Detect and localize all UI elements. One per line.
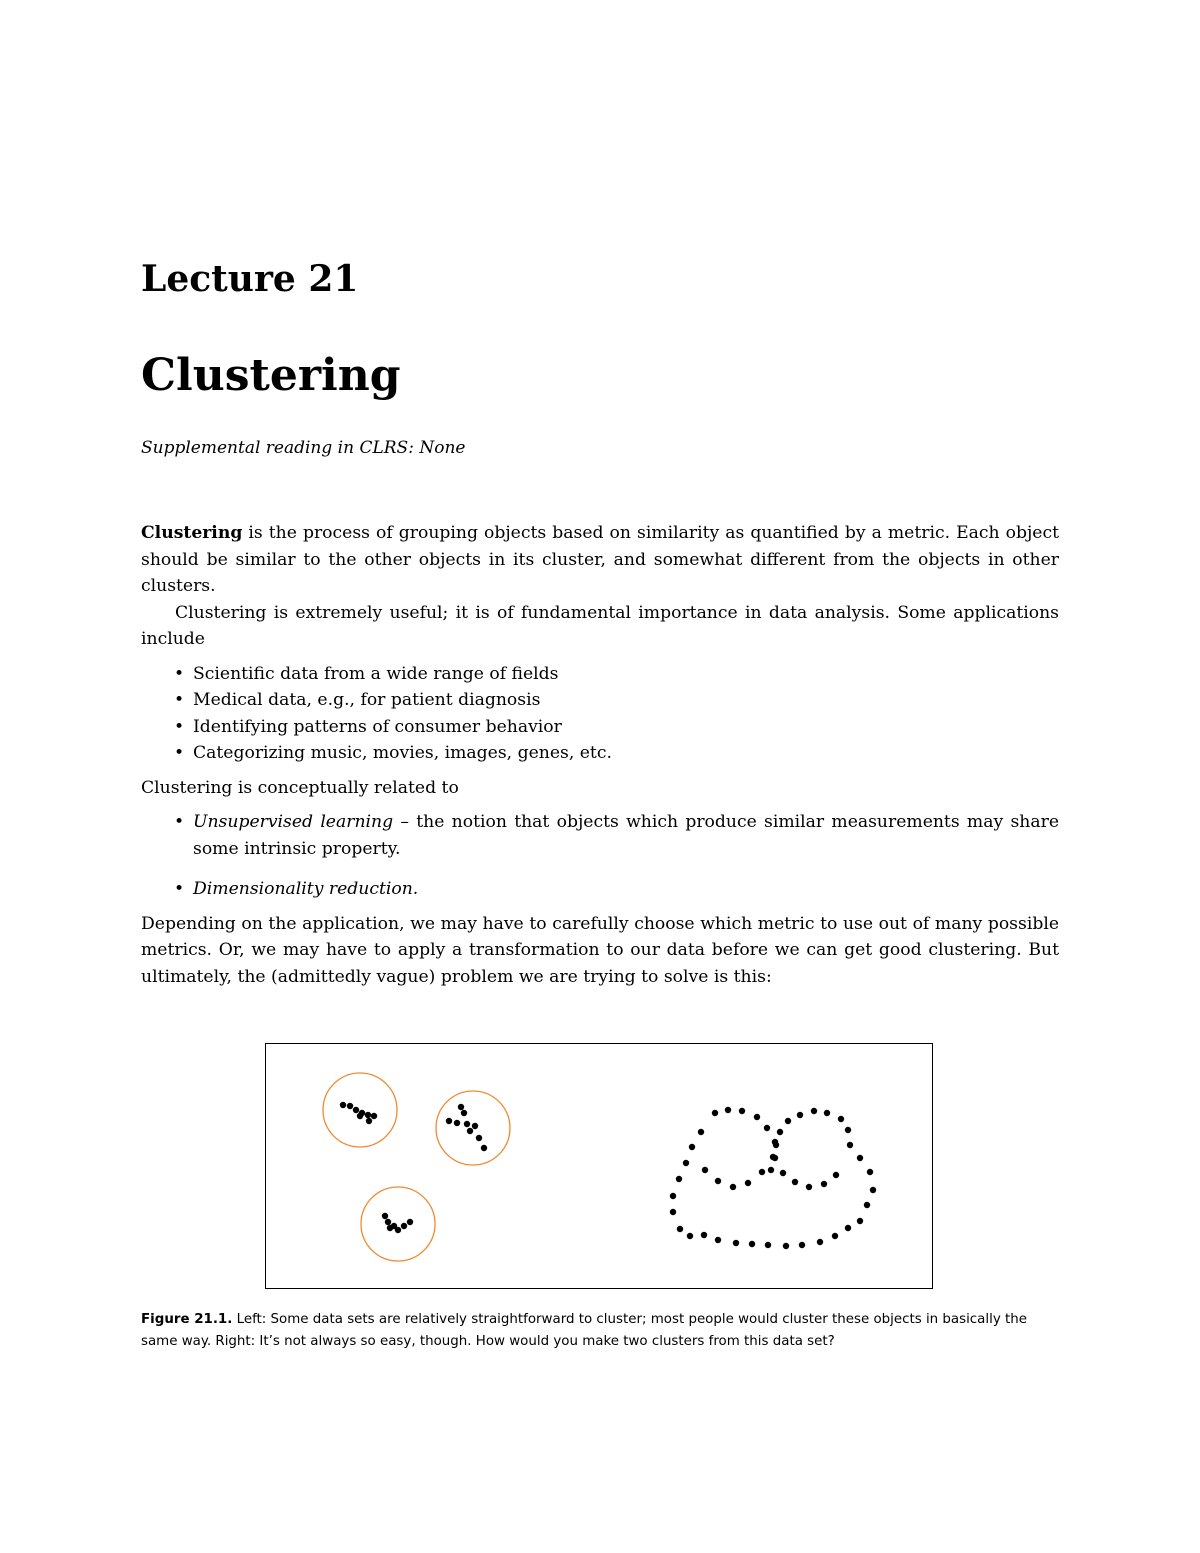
data-point [446, 1118, 452, 1124]
data-point [730, 1184, 736, 1190]
data-point [857, 1155, 863, 1161]
data-point [687, 1233, 693, 1239]
figure-21-1 [265, 1043, 933, 1289]
data-point [353, 1107, 359, 1113]
cluster-circle [361, 1187, 435, 1261]
data-point [467, 1128, 473, 1134]
cluster-circle [323, 1073, 397, 1147]
figure-caption [141, 1309, 1059, 1353]
data-point [347, 1103, 353, 1109]
data-point [702, 1167, 708, 1173]
caption-text: Left: Some data sets are relatively straightforward to cluster; most people would cluster these objects in basically the same way. Right: It’s not always so easy, though. How would you make two clusters from this data set? [141, 1312, 1027, 1349]
data-point [824, 1110, 830, 1116]
data-point [715, 1178, 721, 1184]
data-point [845, 1225, 851, 1231]
data-point [461, 1110, 467, 1116]
data-point [806, 1184, 812, 1190]
data-point [340, 1102, 346, 1108]
data-point [407, 1219, 413, 1225]
data-point [371, 1113, 377, 1119]
data-point [765, 1242, 771, 1248]
bullet: • [174, 743, 185, 763]
data-point [676, 1176, 682, 1182]
data-point [689, 1144, 695, 1150]
data-point [745, 1180, 751, 1186]
list-item: • Categorizing music, movies, images, genes, etc. [193, 740, 1059, 767]
data-point [725, 1107, 731, 1113]
bullet: • [174, 663, 185, 684]
intro-term: Clustering [141, 523, 243, 543]
data-point [382, 1213, 388, 1219]
data-point [777, 1129, 783, 1135]
applications-intro: Clustering is extremely useful; it is of fundamental importance in data analysis. Some applications include [141, 602, 1059, 649]
data-point [401, 1223, 407, 1229]
data-point [365, 1112, 371, 1118]
data-point [792, 1179, 798, 1185]
chapter-title: Clustering [141, 350, 401, 401]
data-point [366, 1118, 372, 1124]
data-point [780, 1170, 786, 1176]
data-point [799, 1242, 805, 1248]
applications-list [141, 661, 1059, 767]
data-point [838, 1116, 844, 1122]
data-point [864, 1202, 870, 1208]
data-point [712, 1110, 718, 1116]
data-point [715, 1237, 721, 1243]
related-term: Dimensionality reduction. [193, 879, 419, 899]
data-point [772, 1155, 778, 1161]
intro-paragraph [141, 520, 1059, 600]
data-point [833, 1172, 839, 1178]
data-point [464, 1121, 470, 1127]
data-point [845, 1127, 851, 1133]
related-term: Unsupervised learning [193, 812, 394, 832]
data-point [768, 1167, 774, 1173]
data-point [391, 1223, 397, 1229]
data-point [811, 1108, 817, 1114]
data-point [759, 1169, 765, 1175]
figure-label: Figure 21.1. [141, 1312, 233, 1327]
data-point [357, 1113, 363, 1119]
data-point [817, 1239, 823, 1245]
data-point [476, 1135, 482, 1141]
list-item: • Unsupervised learning – the notion that objects which produce similar measurements may share some intrinsic property. [193, 809, 1059, 862]
data-point [749, 1241, 755, 1247]
body-text [141, 520, 1059, 990]
data-point [670, 1209, 676, 1215]
list-item [174, 876, 1059, 903]
data-point [797, 1112, 803, 1118]
data-point [701, 1232, 707, 1238]
cluster-illustration [266, 1044, 932, 1287]
related-intro: Clustering is conceptually related to [141, 777, 459, 798]
data-point [870, 1187, 876, 1193]
data-point [739, 1108, 745, 1114]
data-point [773, 1142, 779, 1148]
supplemental-reading: Supplemental reading in CLRS: None [141, 438, 466, 458]
bullet: • [174, 716, 185, 737]
data-point [821, 1181, 827, 1187]
data-point [764, 1125, 770, 1131]
data-point [783, 1243, 789, 1249]
data-point [472, 1123, 478, 1129]
list-item: • Medical data, e.g., for patient diagnosis [193, 687, 1059, 714]
data-point [458, 1104, 464, 1110]
bullet: • [174, 812, 185, 832]
bullet: • [174, 690, 185, 710]
list-item: • Identifying patterns of consumer behavior [193, 714, 1059, 741]
data-point [481, 1145, 487, 1151]
data-point [847, 1142, 853, 1148]
data-point [785, 1118, 791, 1124]
bullet: • [174, 879, 185, 899]
related-list [141, 809, 1059, 903]
data-point [683, 1160, 689, 1166]
data-point [670, 1193, 676, 1199]
data-point [385, 1219, 391, 1225]
data-point [857, 1218, 863, 1224]
data-point [454, 1120, 460, 1126]
closing-paragraph: Depending on the application, we may have to carefully choose which metric to use out of many possible metrics. Or, we may have to apply a transformation to our data before we can get good clustering. But ultimately, the (admittedly vague) problem we are trying to solve is this: [141, 913, 1059, 987]
data-point [677, 1226, 683, 1232]
data-point [867, 1169, 873, 1175]
lecture-label: Lecture 21 [141, 258, 359, 300]
data-point [832, 1233, 838, 1239]
data-point [698, 1129, 704, 1135]
intro-definition: is the process of grouping objects based on similarity as quantified by a metric. Each object should be similar to the other objects in its cluster, and somewhat different from the objects in other clusters. [141, 523, 1059, 596]
data-point [733, 1240, 739, 1246]
list-item: • Scientific data from a wide range of fields [193, 661, 1059, 688]
data-point [754, 1114, 760, 1120]
